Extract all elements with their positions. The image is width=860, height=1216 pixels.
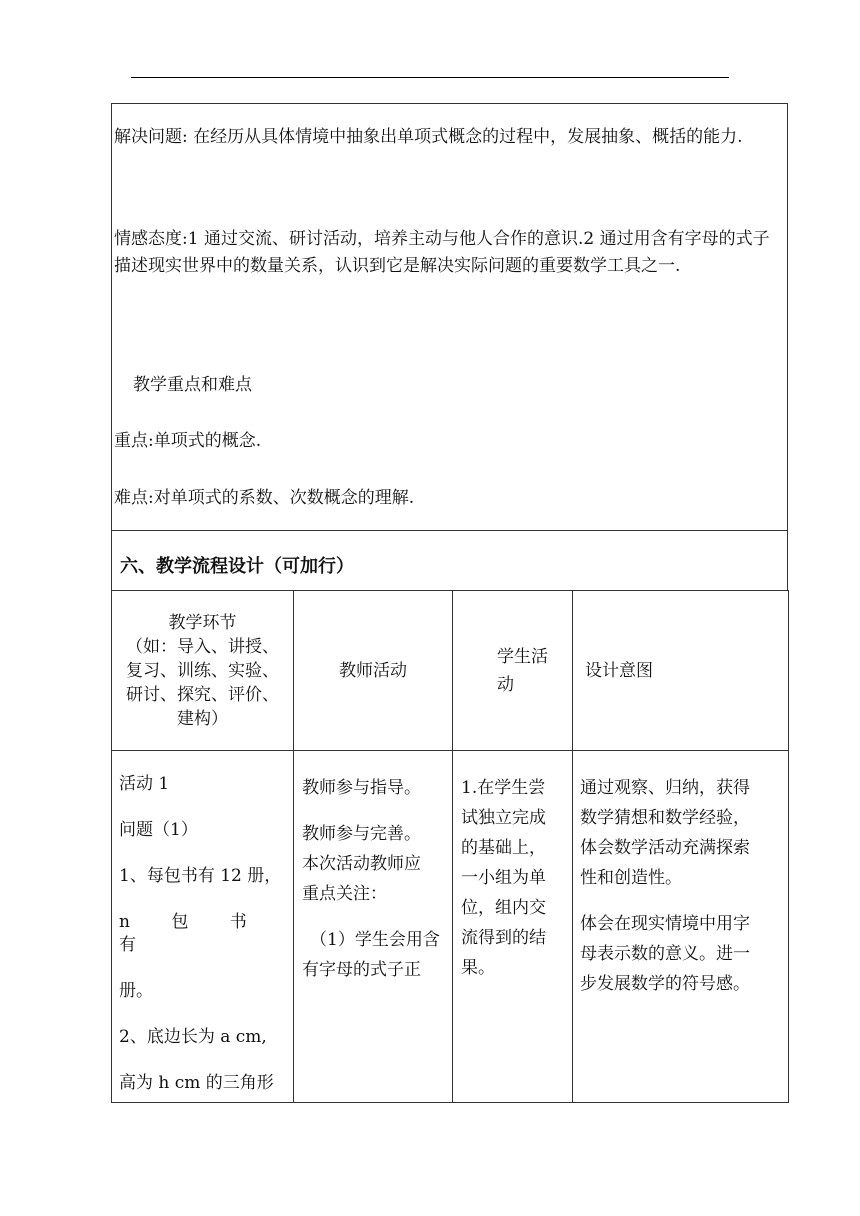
- header-stage: [112, 591, 294, 751]
- student-line: 果。: [461, 958, 495, 978]
- teacher-line: 教师参与指导。: [302, 778, 421, 798]
- header-stage-line: 复习、训练、实验、: [126, 660, 279, 681]
- header-stage-line: 建构）: [177, 708, 228, 729]
- header-intent-label: 设计意图: [585, 660, 653, 681]
- stage-line: 问题（1）: [119, 820, 198, 840]
- stage-line: 1、每包书有 12 册，: [119, 866, 282, 886]
- teacher-line: （1）学生会用含: [310, 930, 440, 950]
- intent-line: 步发展数学的符号感。: [580, 974, 750, 994]
- student-line: 试独立完成: [461, 808, 546, 828]
- header-intent: [573, 591, 789, 751]
- teacher-line: 本次活动教师应: [302, 854, 421, 874]
- row1-stage: [112, 751, 294, 1103]
- row1-student: [453, 751, 573, 1103]
- student-line: 位，组内交: [461, 898, 546, 918]
- table-row: [112, 751, 789, 1103]
- header-rule: [131, 77, 729, 78]
- teacher-line: 有字母的式子正: [302, 960, 421, 980]
- intent-line: 体会数学活动充满探索: [580, 838, 750, 858]
- intent-line: 数学猜想和数学经验，: [580, 808, 750, 828]
- student-line: 1.在学生尝: [461, 778, 546, 798]
- student-line: 一小组为单: [461, 868, 546, 888]
- intent-line: 母表示数的意义。进一: [580, 944, 750, 964]
- section-title: 六、教学流程设计（可加行）: [120, 556, 354, 577]
- key-point: 重点:单项式的概念.: [114, 431, 262, 451]
- student-line: 流得到的结: [461, 928, 546, 948]
- row1-teacher: [294, 751, 453, 1103]
- header-stage-line: 教学环节: [168, 612, 237, 633]
- row1-intent: [573, 751, 789, 1103]
- table-header-row: [112, 591, 789, 751]
- header-teacher-label: 教师活动: [339, 660, 407, 681]
- stage-line: n 包 书 有: [119, 912, 247, 955]
- intent-line: 通过观察、归纳，获得: [580, 778, 750, 798]
- stage-line: 活动 1: [119, 774, 170, 794]
- header-stage-line: 研讨、探究、评价、: [126, 684, 279, 705]
- student-line: 的基础上，: [461, 838, 546, 858]
- header-student: [453, 591, 573, 751]
- teacher-line: 重点关注：: [302, 884, 387, 904]
- teacher-line: 教师参与完善。: [302, 824, 421, 844]
- teaching-flow-table: [111, 590, 789, 1103]
- header-student-line: 动: [497, 674, 514, 695]
- header-teacher: [294, 591, 453, 751]
- stage-line: 册。: [119, 981, 153, 1001]
- intent-line: 性和创造性。: [580, 868, 682, 888]
- affective-paragraph: 情感态度:1 通过交流、研讨活动，培养主动与他人合作的意识.2 通过用含有字母的式子描述现实世界中的数量关系，认识到它是解决实际问题的重要数学工具之一.: [114, 229, 770, 276]
- header-stage-line: （如：导入、讲授、: [126, 636, 279, 657]
- objectives-box: [111, 103, 788, 531]
- stage-line: 高为 h cm 的三角形: [119, 1073, 274, 1093]
- section-row: [111, 530, 788, 591]
- header-student-line: 学生活: [497, 646, 548, 667]
- stage-line: 2、底边长为 a cm,: [119, 1027, 267, 1047]
- problem-solving-paragraph: 解决问题: 在经历从具体情境中抽象出单项式概念的过程中，发展抽象、概括的能力.: [114, 127, 743, 147]
- difficulty-point: 难点:对单项式的系数、次数概念的理解.: [114, 488, 415, 508]
- intent-line: 体会在现实情境中用字: [580, 914, 750, 934]
- key-difficulty-heading: 教学重点和难点: [133, 375, 252, 395]
